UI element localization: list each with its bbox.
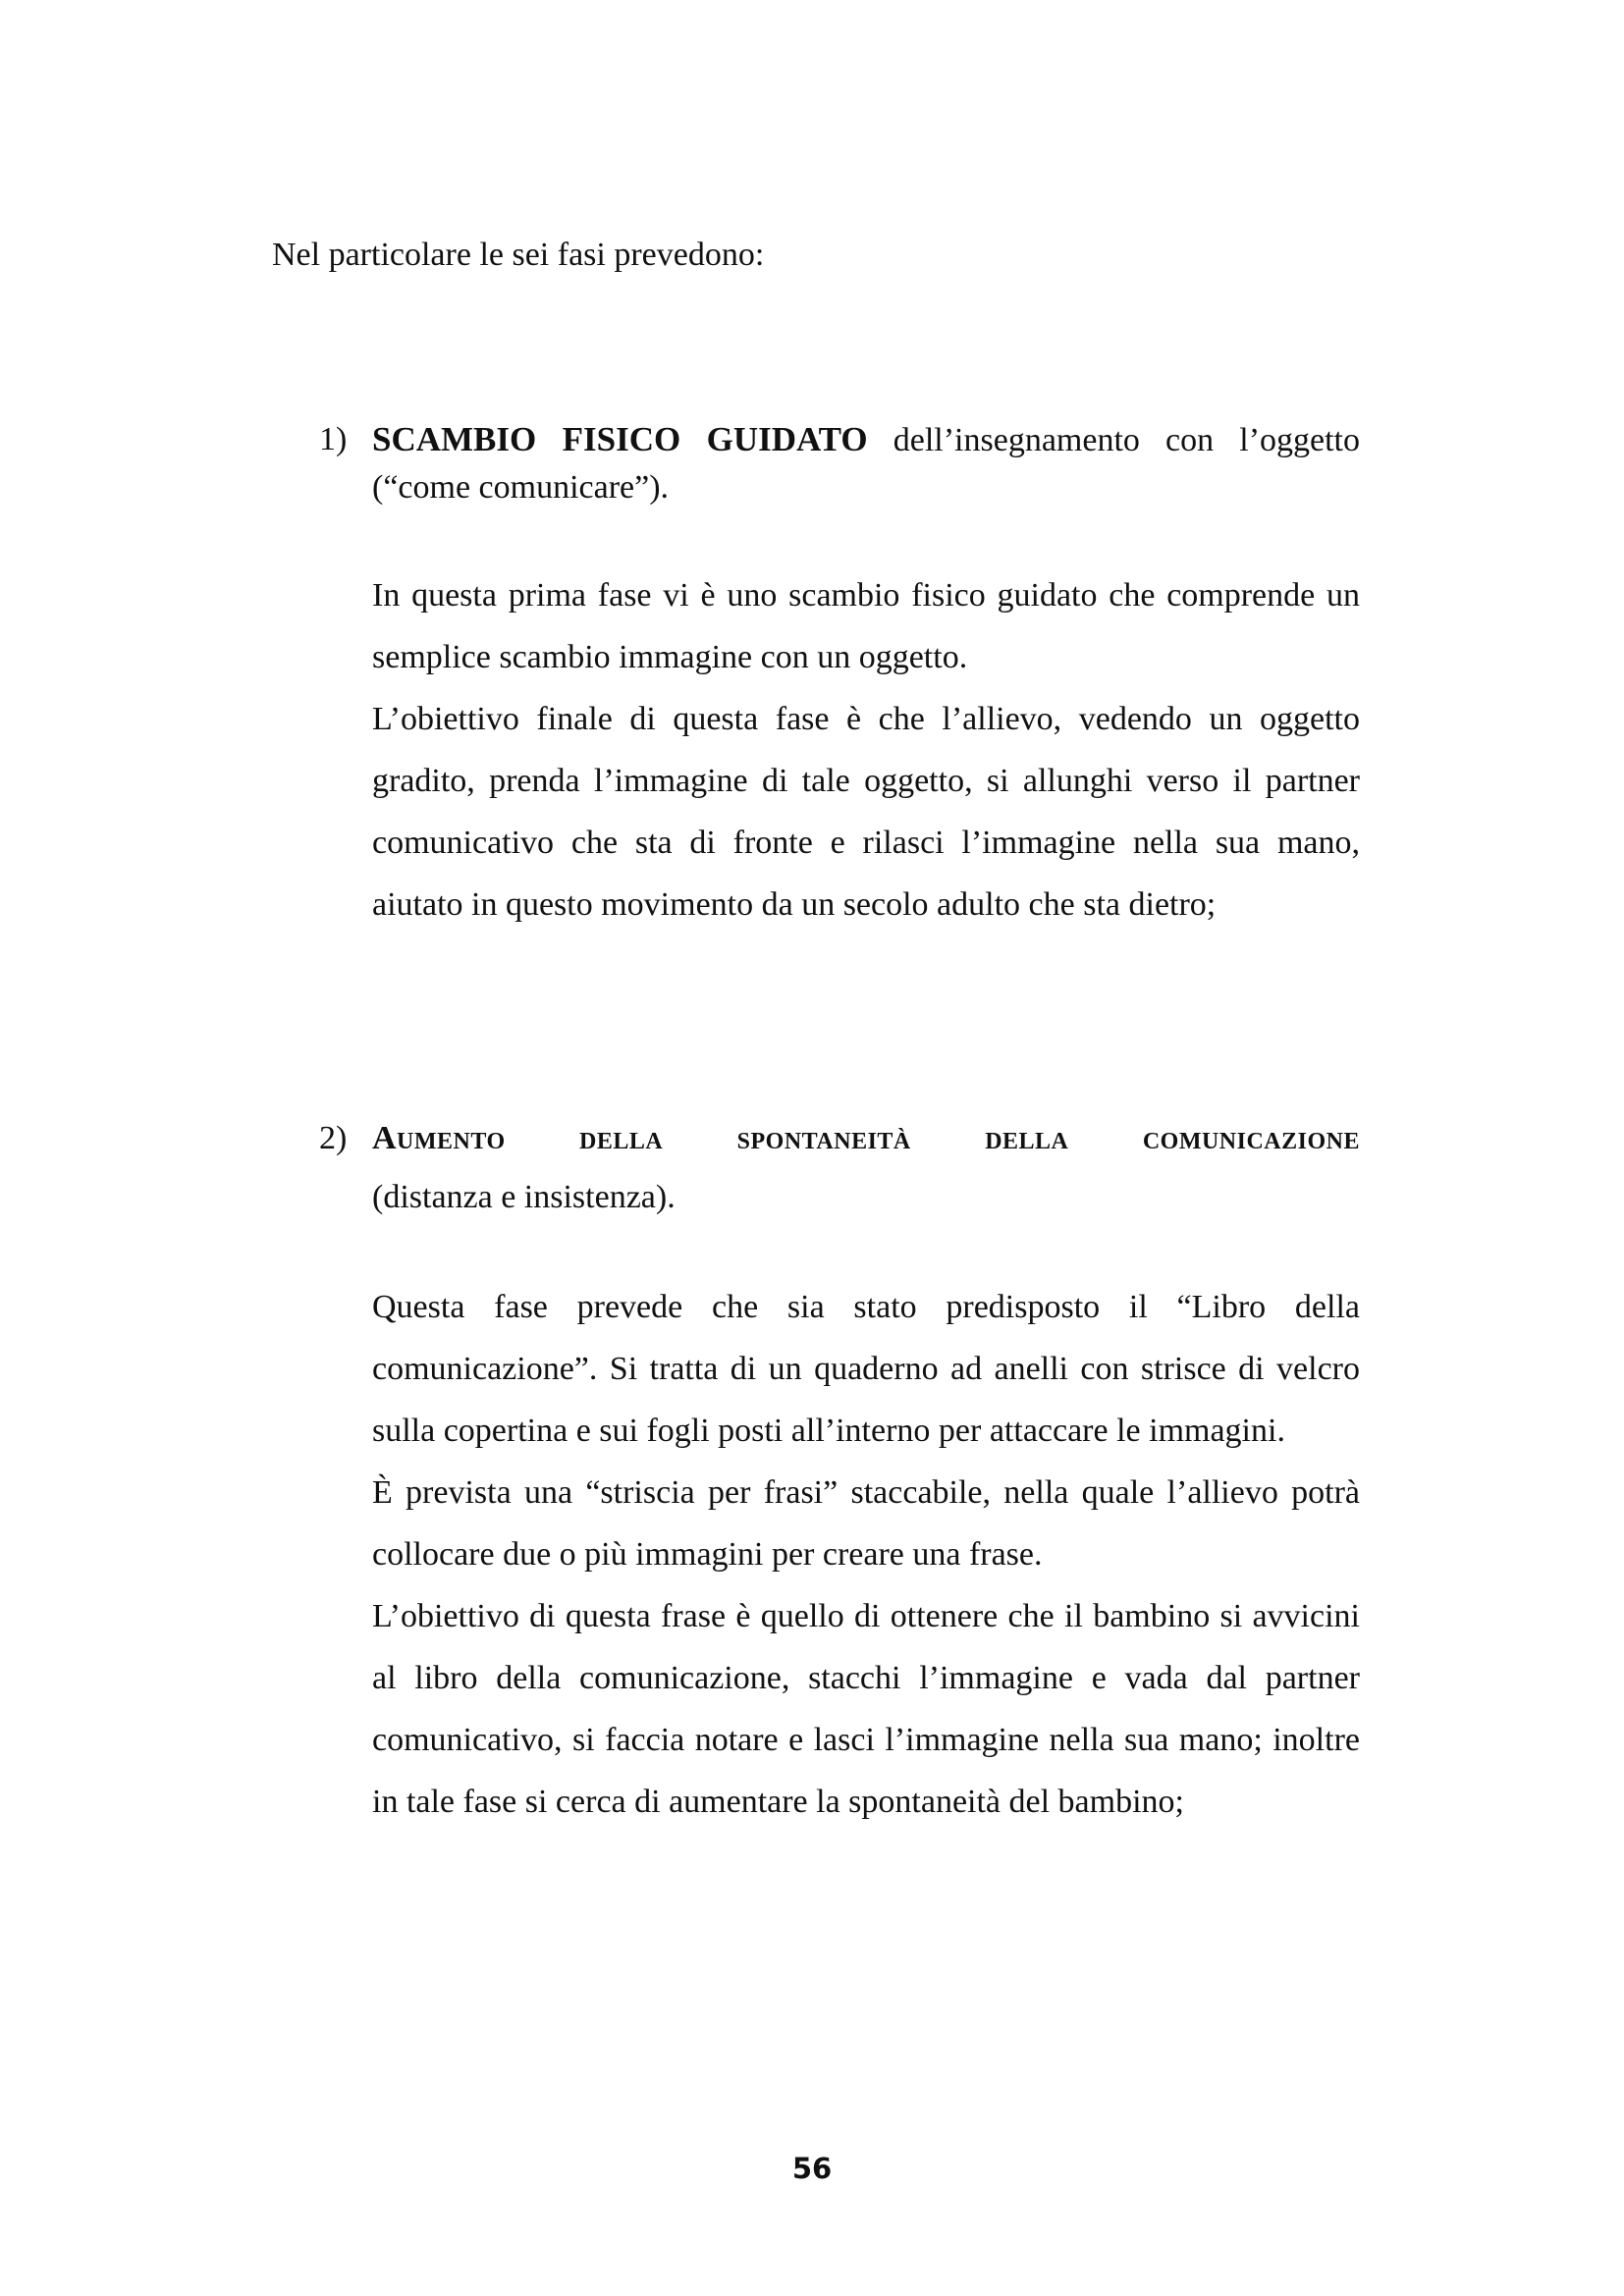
intro-text: Nel particolare le sei fasi prevedono: [272, 237, 765, 273]
item-paragraph: L’obiettivo di questa frase è quello di ottenere che il bambino si avvicini al libro della comunicazione, stacchi l’immagine e vada dal partner comunicativo, si faccia notare e lasci l’immagine nella sua mano; inoltre in tale fase si cerca di aumentare la spontaneità del bambino; [372, 1598, 1360, 1820]
item-paragraph: In questa prima fase vi è uno scambio fisico guidato che comprende un semplice scambio immagine con un oggetto. [372, 577, 1360, 675]
item-subheading: (“come comunicare”). [372, 469, 670, 506]
page-number: 56 [791, 2152, 833, 2185]
list-item-phase-2 [319, 1115, 1360, 1833]
item-subheading: (distanza e insistenza). [372, 1179, 676, 1215]
item-paragraph: È prevista una “striscia per frasi” staccabile, nella quale l’allievo potrà collocare due o più immagini per creare una frase. [372, 1474, 1360, 1573]
list-item-phase-1 [319, 416, 1360, 935]
item-number: 2) [319, 1120, 348, 1156]
item-body [372, 416, 1360, 935]
item-heading-bold: SCAMBIO FISICO GUIDATO [372, 420, 868, 458]
item-paragraph: Questa fase prevede che sia stato predisposto il “Libro della comunicazione”. Si tratta di un quaderno ad anelli con strisce di velcro sulla copertina e sui fogli posti all’interno per attaccare le immagini. [372, 1289, 1360, 1449]
item-paragraph: L’obiettivo finale di questa fase è che l’allievo, vedendo un oggetto gradito, prenda l’immagine di tale oggetto, si allunghi verso il partner comunicativo che sta di fronte e rilasci l’immagine nella sua mano, aiutato in questo movimento da un secolo adulto che sta dietro; [372, 701, 1360, 923]
item-heading [372, 416, 1360, 464]
item-heading-smallcaps: Aumento della spontaneità della comunicazione [372, 1120, 1360, 1156]
item-heading-rest: dell’insegnamento con l’oggetto [893, 422, 1361, 458]
item-number: 1) [319, 421, 348, 457]
item-heading [372, 1115, 1360, 1162]
item-body [372, 1115, 1360, 1833]
